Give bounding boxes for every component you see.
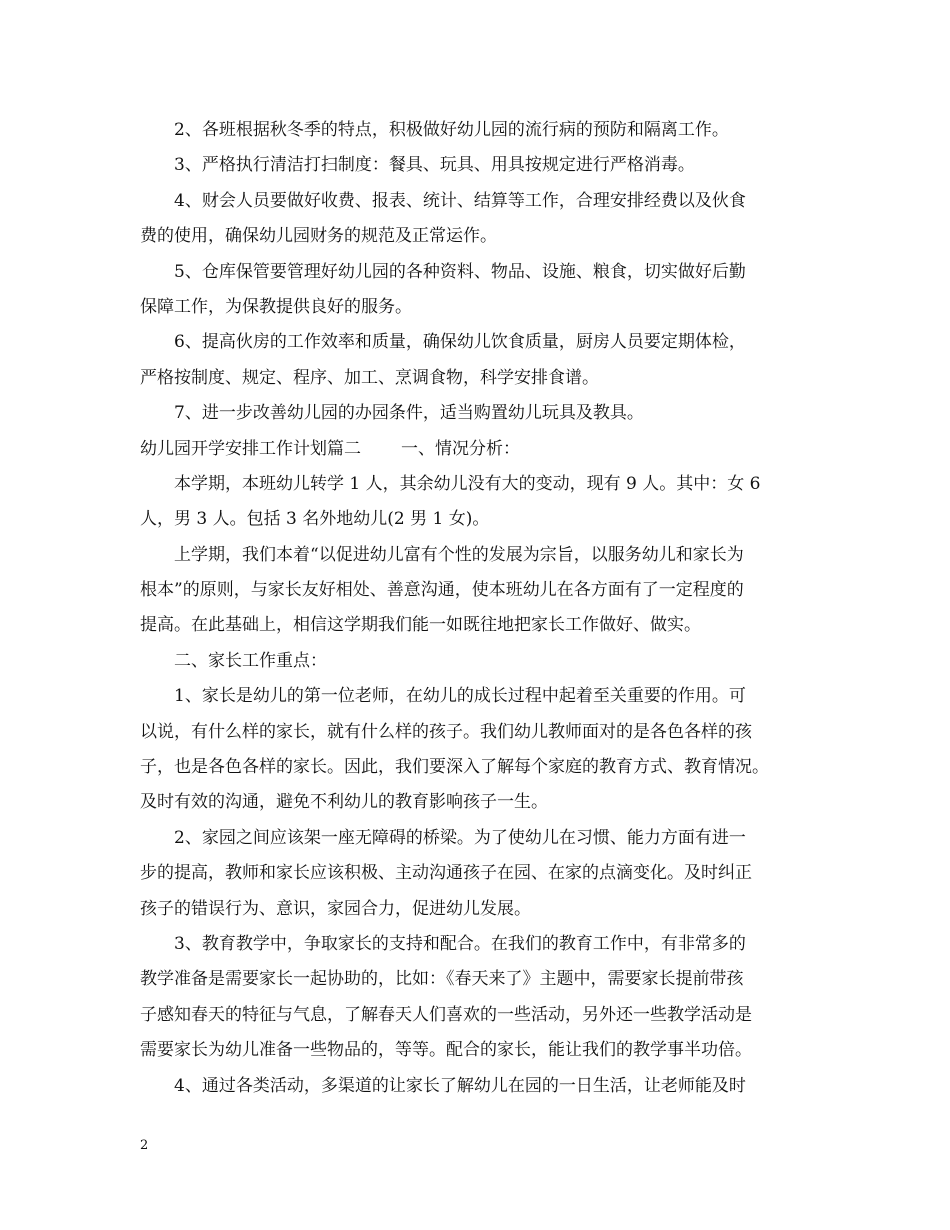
- line-text: 上学期，我们本着“以促进幼儿富有个性的发展为宗旨，以服务幼儿和家长为: [174, 544, 744, 565]
- line-text: 7、进一步改善幼儿园的办园条件，适当购置幼儿玩具及教具。: [174, 403, 644, 424]
- line-text: 提高。在此基础上，相信这学期我们能一如既往地把家长工作做好、做实。: [140, 615, 701, 636]
- line-text: 根本”的原则，与家长友好相处、善意沟通，使本班幼儿在各方面有了一定程度的: [140, 580, 744, 601]
- text-line: [140, 1033, 812, 1068]
- line-text: 6、提高伙房的工作效率和质量，确保幼儿饮食质量，厨房人员要定期体检，: [174, 332, 746, 353]
- text-line: [140, 608, 812, 643]
- line-text: 需要家长为幼儿准备一些物品的，等等。配合的家长，能让我们的教学事半功倍。: [140, 1040, 752, 1061]
- text-line: [140, 361, 812, 396]
- text-line: [140, 856, 812, 891]
- line-text: 2、家园之间应该架一座无障碍的桥梁。为了使幼儿在习惯、能力方面有进一: [174, 827, 746, 848]
- line-text: 子感知春天的特征与气息，了解春天人们喜欢的一些活动，另外还一些教学活动是: [140, 1004, 752, 1025]
- text-line: [140, 679, 812, 714]
- text-line: [140, 432, 812, 467]
- text-line: [140, 573, 812, 608]
- line-text: 本学期，本班幼儿转学 1 人，其余幼儿没有大的变动，现有 9 人。其中：女 6: [174, 473, 761, 494]
- body-text: [140, 113, 812, 1104]
- section-heading: 一、情况分析：: [401, 438, 520, 459]
- text-line: [140, 1069, 812, 1104]
- line-text: 严格按制度、规定、程序、加工、烹调食物，科学安排食谱。: [140, 367, 599, 388]
- text-line: [140, 184, 812, 219]
- text-line: [140, 927, 812, 962]
- text-line: [140, 502, 812, 537]
- text-line: [140, 113, 812, 148]
- text-line: [140, 821, 812, 856]
- line-text: 及时有效的沟通，避免不利幼儿的教育影响孩子一生。: [140, 792, 548, 813]
- text-line: [140, 962, 812, 997]
- line-text: 4、财会人员要做好收费、报表、统计、结算等工作，合理安排经费以及伙食: [174, 190, 746, 211]
- text-line: [140, 290, 812, 325]
- line-text: 5、仓库保管要管理好幼儿园的各种资料、物品、设施、粮食，切实做好后勤: [174, 261, 746, 282]
- line-text: 人，男 3 人。包括 3 名外地幼儿(2 男 1 女)。: [140, 509, 490, 530]
- text-line: [140, 644, 812, 679]
- text-line: [140, 715, 812, 750]
- text-line: [140, 148, 812, 183]
- line-text: 3、教育教学中，争取家长的支持和配合。在我们的教育工作中，有非常多的: [174, 933, 746, 954]
- line-text: 以说，有什么样的家长，就有什么样的孩子。我们幼儿教师面对的是各色各样的孩: [140, 721, 752, 742]
- line-text: 教学准备是需要家长一起协助的，比如：《春天来了》主题中，需要家长提前带孩: [140, 969, 744, 990]
- line-text: 子，也是各色各样的家长。因此，我们要深入了解每个家庭的教育方式、教育情况。: [140, 757, 769, 778]
- line-text: 3、严格执行清洁打扫制度：餐具、玩具、用具按规定进行严格消毒。: [174, 155, 695, 176]
- line-text: 2、各班根据秋冬季的特点，积极做好幼儿园的流行病的预防和隔离工作。: [174, 120, 729, 140]
- text-line: [140, 467, 812, 502]
- text-line: [140, 219, 812, 254]
- line-text: 孩子的错误行为、意识，家园合力，促进幼儿发展。: [140, 898, 531, 919]
- line-text: 幼儿园开学安排工作计划篇二: [140, 438, 361, 459]
- line-text: 保障工作，为保教提供良好的服务。: [140, 296, 412, 317]
- text-line: [140, 998, 812, 1033]
- line-text: 费的使用，确保幼儿园财务的规范及正常运作。: [140, 226, 497, 247]
- text-line: [140, 750, 812, 785]
- text-line: [140, 785, 812, 820]
- text-line: [140, 325, 812, 360]
- line-text: 步的提高，教师和家长应该积极、主动沟通孩子在园、在家的点滴变化。及时纠正: [140, 863, 752, 884]
- text-line: [140, 255, 812, 290]
- text-line: [140, 892, 812, 927]
- line-text: 4、通过各类活动，多渠道的让家长了解幼儿在园的一日生活，让老师能及时: [174, 1075, 746, 1096]
- text-line: [140, 538, 812, 573]
- text-line: [140, 396, 812, 431]
- page-number: 2: [140, 1138, 149, 1153]
- line-text: 1、家长是幼儿的第一位老师，在幼儿的成长过程中起着至关重要的作用。可: [174, 686, 746, 707]
- line-text: 二、家长工作重点：: [174, 650, 327, 671]
